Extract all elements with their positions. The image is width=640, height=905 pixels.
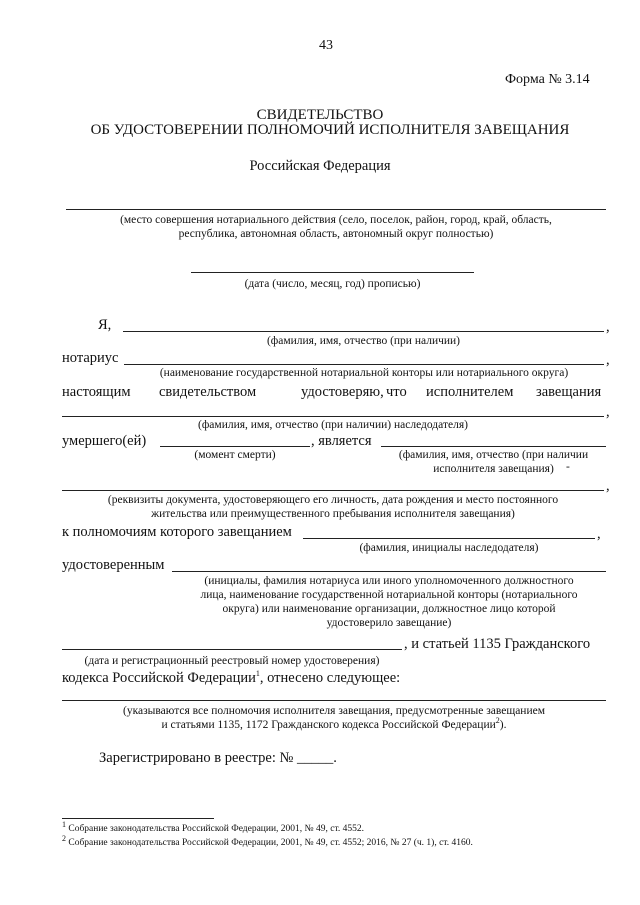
word-1: настоящим <box>62 384 131 400</box>
label-code: кодекса Российской Федерации$^1$, отнесено следующее: <box>62 669 401 686</box>
reg-date-line <box>62 649 402 650</box>
notary-line <box>124 364 604 365</box>
footnote-separator <box>62 818 214 819</box>
hint-executor-1: (фамилия, имя, отчество (при наличии <box>398 449 589 461</box>
registered: Зарегистрировано в реестре: № _____. <box>99 750 337 766</box>
hint-certifier-3: округа) или наименование организации, должностное лицо которой <box>222 603 556 615</box>
hint-certifier-2: лица, наименование государственной нотариальной конторы (нотариального <box>200 589 578 601</box>
label-is: , является <box>311 433 372 449</box>
fio-line <box>123 331 604 332</box>
certifier-line <box>172 571 606 572</box>
place-line <box>66 209 606 210</box>
hint-date: (дата (число, месяц, год) прописью) <box>244 278 421 290</box>
testator-initials-line <box>303 538 595 539</box>
hint-notary-office: (наименование государственной нотариальной конторы или нотариального округа) <box>159 367 569 379</box>
footnote-2: $^2$ Собрание законодательства Российской Федерации, 2001, № 49, ст. 4552; 2016, № 27 (ч. 1), ст. 4160. <box>62 834 473 849</box>
country: Российская Федерация <box>249 158 391 174</box>
footnote-1: $^1$ Собрание законодательства Российской Федерации, 2001, № 49, ст. 4552. <box>62 820 365 835</box>
hint-doc-1: (реквизиты документа, удостоверяющего его личность, дата рождения и место постоянного <box>107 494 559 506</box>
label-ya: Я, <box>98 317 112 333</box>
comma-1: , <box>606 319 610 335</box>
hint-doc-2: жительства или преимущественного пребывания исполнителя завещания) <box>151 508 515 520</box>
document-line <box>62 490 604 491</box>
powers-line <box>62 700 606 701</box>
hint-fio-testator: (фамилия, имя, отчество (при наличии) наследодателя) <box>198 419 468 431</box>
label-deceased: умершего(ей) <box>62 433 147 449</box>
executor-line <box>381 446 606 447</box>
comma-2: , <box>606 352 610 368</box>
hint-reg-date: (дата и регистрационный реестровый номер удостоверения) <box>84 655 380 667</box>
word-4: что <box>386 384 407 400</box>
hint-place-2: республика, автономная область, автономный округ полностью) <box>178 228 494 240</box>
hint-death: (момент смерти) <box>194 449 276 461</box>
form-number: Форма № 3.14 <box>505 72 590 87</box>
testator-line <box>62 416 604 417</box>
word-5: исполнителем <box>426 384 514 400</box>
title-line-1: СВИДЕТЕЛЬСТВО <box>256 107 384 123</box>
word-3: удостоверяю, <box>301 384 384 400</box>
hint-certifier-4: удостоверило завещание) <box>326 617 452 629</box>
footnote-ref-1: 1 <box>255 669 260 679</box>
stray-mark: - <box>566 461 570 473</box>
hint-fio: (фамилия, имя, отчество (при наличии) <box>266 335 461 347</box>
hint-powers-2: и статьями 1135, 1172 Гражданского кодекса Российской Федерации$^2$). <box>161 716 507 731</box>
death-line <box>160 446 310 447</box>
hint-place-1: (место совершения нотариального действия (село, поселок, район, город, край, область, <box>120 214 552 226</box>
footnote-ref-2: 2 <box>495 716 500 726</box>
date-line <box>191 272 474 273</box>
word-6: завещания <box>536 384 602 400</box>
hint-powers-1: (указываются все полномочия исполнителя завещания, предусмотренные завещанием <box>123 705 545 717</box>
label-powers: к полномочиям которого завещанием <box>62 524 292 540</box>
label-notary: нотариус <box>62 350 119 366</box>
title-line-2: ОБ УДОСТОВЕРЕНИИ ПОЛНОМОЧИЙ ИСПОЛНИТЕЛЯ ЗАВЕЩАНИЯ <box>90 122 570 138</box>
page-number: 43 <box>319 38 333 53</box>
label-certified: удостоверенным <box>62 557 165 573</box>
hint-testator-initials: (фамилия, инициалы наследодателя) <box>359 542 539 554</box>
comma-4: , <box>606 478 610 494</box>
comma-5: , <box>597 526 601 542</box>
word-2: свидетельством <box>159 384 257 400</box>
hint-executor-2: исполнителя завещания) <box>433 463 554 475</box>
label-article: , и статьей 1135 Гражданского <box>404 636 591 652</box>
hint-certifier-1: (инициалы, фамилия нотариуса или иного уполномоченного должностного <box>204 575 574 587</box>
comma-3: , <box>606 404 610 420</box>
